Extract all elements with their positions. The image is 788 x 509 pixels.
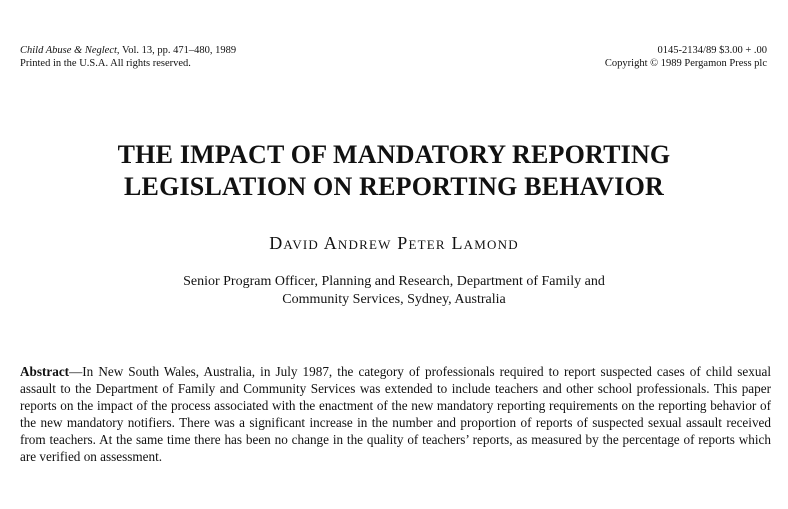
author-affiliation (0, 273, 788, 309)
journal-name: Child Abuse & Neglect (20, 45, 117, 56)
title-line-1: THE IMPACT OF MANDATORY REPORTING (117, 140, 671, 169)
abstract-label: Abstract (20, 364, 70, 379)
price-code: 0145-2134/89 $3.00 + .00 (657, 45, 767, 56)
abstract (20, 363, 771, 465)
affiliation-line-1: Senior Program Officer, Planning and Research, Department of Family and (183, 274, 605, 289)
citation-details: , Vol. 13, pp. 471–480, 1989 (116, 45, 237, 56)
title-line-2: LEGISLATION ON REPORTING BEHAVIOR (123, 172, 664, 201)
abstract-text: —In New South Wales, Australia, in July 1987, the category of professionals required to report suspected cases of child sexual assault to the Department of Family and Community Services was extended to include teachers and other school professionals. This paper reports on the impact of the process associated with the enactment of the new mandatory reporting requirements on the reporting behavior of the new mandatory notifiers. There was a significant increase in the number and proportion of reports of suspected sexual assault received from teachers. At the same time there has been no change in the quality of teachers’ reports, as measured by the percentage of reports which are verified on assessment. (20, 364, 771, 464)
printed-notice: Printed in the U.S.A. All rights reserved. (20, 58, 191, 69)
journal-citation (20, 44, 236, 57)
copyright-notice: Copyright © 1989 Pergamon Press plc (604, 58, 767, 69)
affiliation-line-2: Community Services, Sydney, Australia (282, 292, 506, 307)
copyright-block (605, 44, 767, 70)
author-name: David Andrew Peter Lamond (269, 233, 519, 253)
journal-citation-block (20, 44, 236, 70)
paper-title (0, 139, 788, 203)
